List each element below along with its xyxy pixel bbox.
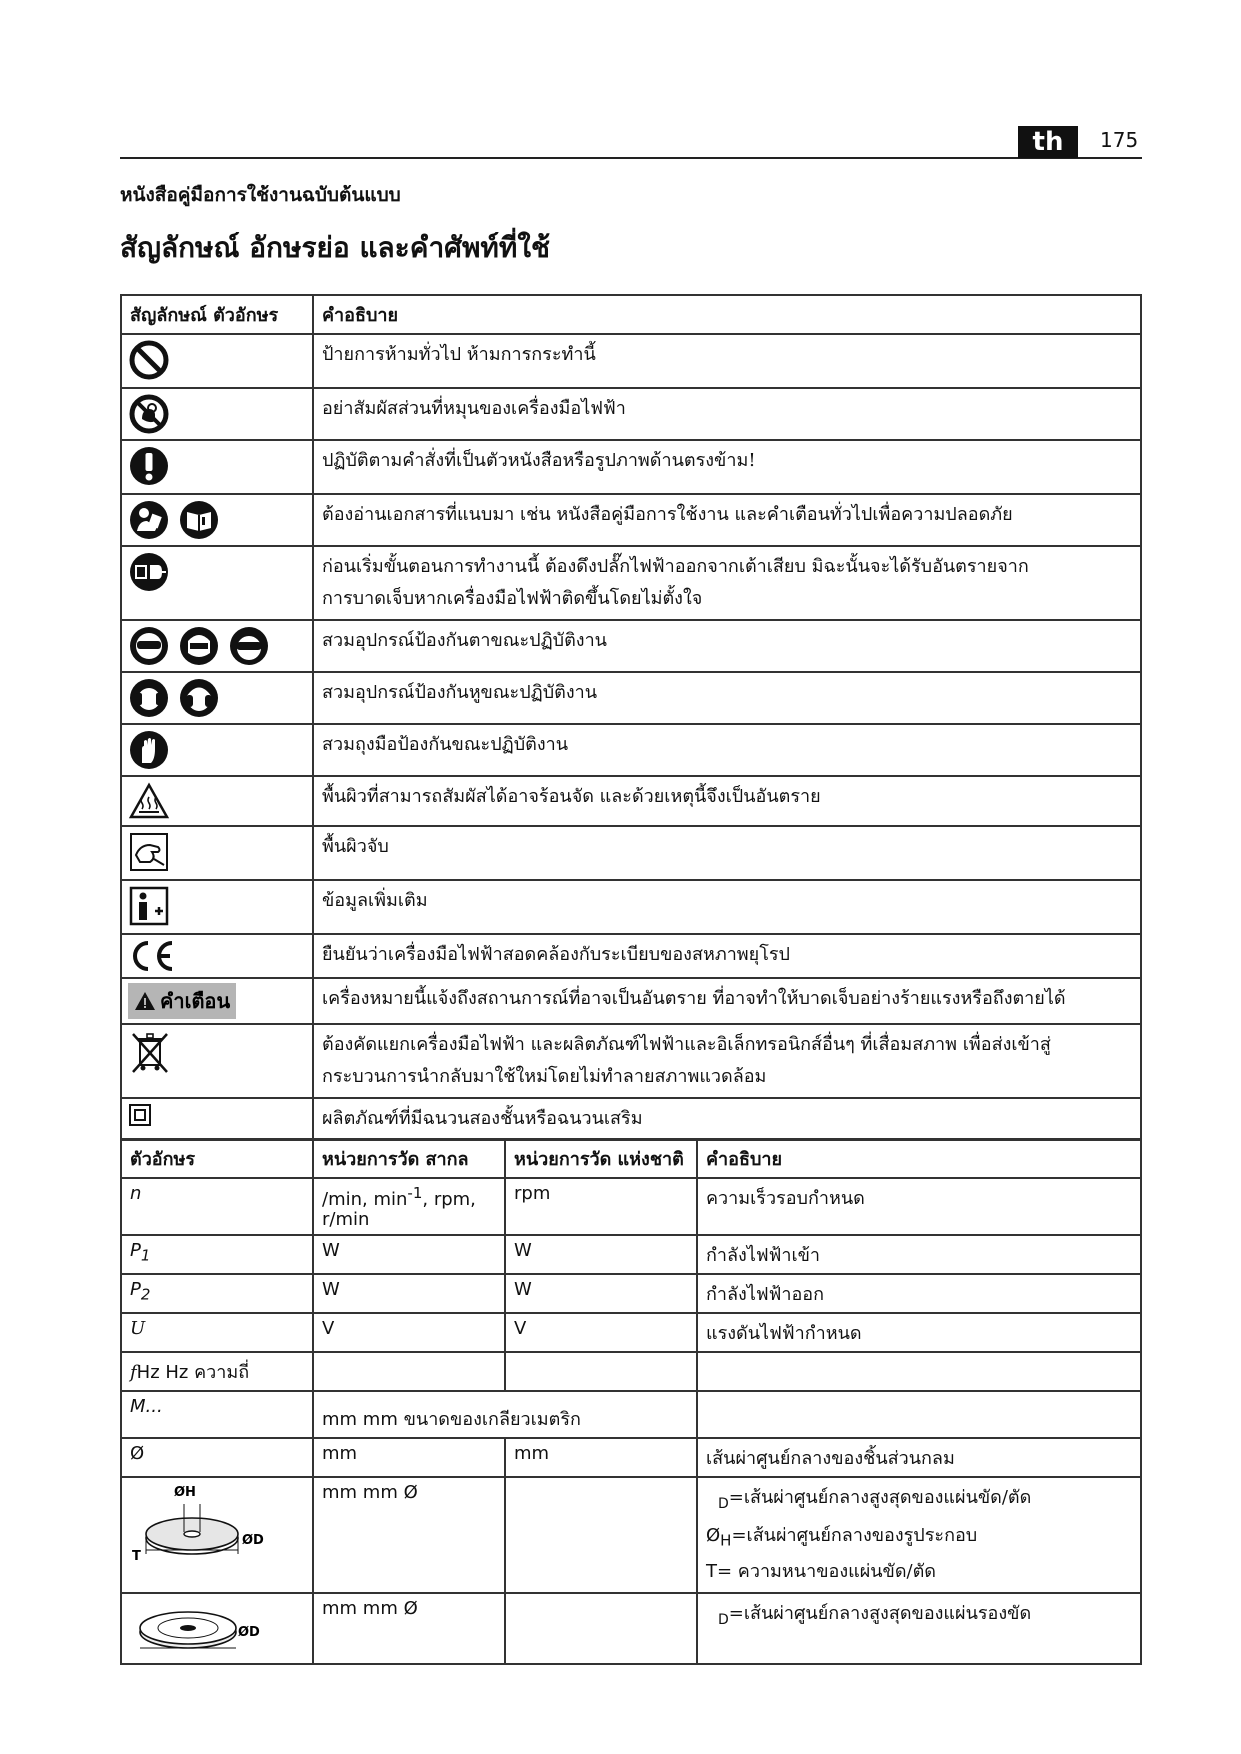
- unit-symbol: n: [121, 1178, 313, 1235]
- row-desc-cont: กระบวนการนำกลับมาใช้ใหม่โดยไม่ทำลายสภาพแวดล้อม: [322, 1066, 767, 1087]
- row-desc: อย่าสัมผัสส่วนที่หมุนของเครื่องมือไฟฟ้า: [313, 388, 1141, 440]
- unit-national: V: [505, 1313, 697, 1352]
- table-row: [121, 1593, 1141, 1664]
- col-desc-header: คำอธิบาย: [697, 1139, 1141, 1178]
- unit-symbol: U: [121, 1313, 313, 1352]
- row-desc: ต้องอ่านเอกสารที่แนบมา เช่น หนังสือคู่มือการใช้งาน และคำเตือนทั่วไปเพื่อความปลอดภัย: [313, 494, 1141, 546]
- row-desc: ปฏิบัติตามคำสั่งที่เป็นตัวหนังสือหรือรูปภาพด้านตรงข้าม!: [313, 440, 1141, 494]
- unit-intl: W: [313, 1235, 505, 1274]
- col-symbol-header: สัญลักษณ์ ตัวอักษร: [121, 295, 313, 334]
- unit-desc: กำลังไฟฟ้าออก: [697, 1274, 1141, 1313]
- read-manual-icon: [128, 499, 170, 541]
- ear-protection-icon: [128, 677, 170, 719]
- backing-pad-icon: [130, 1598, 280, 1654]
- label-od: ØD: [242, 1533, 264, 1548]
- table-row: [121, 1274, 1141, 1313]
- prohibition-icon: [128, 339, 170, 381]
- ce-mark-icon: [128, 939, 176, 973]
- row-desc: สวมอุปกรณ์ป้องกันตาขณะปฏิบัติงาน: [313, 620, 1141, 672]
- unit-intl: mm mm Ø: [313, 1593, 505, 1664]
- table-row: [121, 546, 1141, 620]
- unit-symbol: fHz Hz ความถี่: [121, 1352, 313, 1391]
- warning-triangle-icon: [134, 991, 156, 1011]
- row-desc: ก่อนเริ่มขั้นตอนการทำงานนี้ ต้องดึงปลั๊กไฟฟ้าออกจากเต้าเสียบ มิฉะนั้นจะได้รับอันตรายจาก: [322, 556, 1029, 577]
- weee-bin-icon: [128, 1029, 172, 1077]
- symbols-header-row: [121, 295, 1141, 334]
- unit-national: rpm: [505, 1178, 697, 1235]
- row-desc: สวมถุงมือป้องกันขณะปฏิบัติงาน: [313, 724, 1141, 776]
- grip-surface-icon: [128, 831, 170, 873]
- label-od: ØD: [238, 1625, 260, 1641]
- unit-intl: W: [313, 1274, 505, 1313]
- mandatory-exclamation-icon: [128, 445, 170, 487]
- col-desc-header: คำอธิบาย: [313, 295, 1141, 334]
- col-symbol-header: ตัวอักษร: [121, 1139, 313, 1178]
- units-table: [120, 1138, 1142, 1665]
- no-touch-rotating-icon: [128, 393, 170, 435]
- header-rule: [120, 157, 1142, 159]
- table-row: [121, 620, 1141, 672]
- table-row: [121, 672, 1141, 724]
- label-t: T: [132, 1549, 141, 1564]
- language-tab: th: [1018, 126, 1078, 158]
- row-desc: ข้อมูลเพิ่มเติม: [313, 880, 1141, 934]
- unit-desc: ความเร็วรอบกำหนด: [697, 1178, 1141, 1235]
- col-intl-header: หน่วยการวัด สากล: [313, 1139, 505, 1178]
- table-row: [121, 440, 1141, 494]
- unit-national: W: [505, 1274, 697, 1313]
- table-row: [121, 724, 1141, 776]
- table-row: [121, 1313, 1141, 1352]
- table-row: [121, 934, 1141, 978]
- table-row: [121, 1098, 1141, 1140]
- label-oh: ØH: [174, 1485, 196, 1500]
- unit-intl: mm mm ขนาดของเกลียวเมตริก: [313, 1391, 697, 1438]
- unit-intl: /min, $\min^{-1}$, rpm, r/min: [313, 1178, 505, 1235]
- document-subtitle: หนังสือคู่มือการใช้งานฉบับต้นแบบ: [120, 184, 401, 206]
- row-desc: ป้ายการห้ามทั่วไป ห้ามการกระทำนี้: [313, 334, 1141, 388]
- row-desc: เครื่องหมายนี้แจ้งถึงสถานการณ์ที่อาจเป็นอันตราย ที่อาจทำให้บาดเจ็บอย่างร้ายแรงหรือถึงตายได้: [313, 978, 1141, 1024]
- page-title: สัญลักษณ์ อักษรย่อ และคำศัพท์ที่ใช้: [120, 231, 550, 264]
- ear-muffs-icon: [178, 677, 220, 719]
- unit-desc: แรงดันไฟฟ้ากำหนด: [697, 1313, 1141, 1352]
- hot-surface-icon: [128, 781, 170, 821]
- table-row: [121, 388, 1141, 440]
- info-plus-icon: [128, 885, 170, 927]
- table-row: [121, 1024, 1141, 1098]
- unit-desc: $_D$=เส้นผ่าศูนย์กลางสูงสุดของแผ่นรองขัด: [697, 1593, 1141, 1664]
- table-row: [121, 334, 1141, 388]
- table-row: [121, 826, 1141, 880]
- unit-symbol: [121, 1593, 313, 1664]
- unit-symbol: Ø: [121, 1438, 313, 1477]
- table-row: [121, 1352, 1141, 1391]
- goggles-icon: [228, 625, 270, 667]
- unit-desc: เส้นผ่าศูนย์กลางของชิ้นส่วนกลม: [697, 1438, 1141, 1477]
- table-row: [121, 1391, 1141, 1438]
- unit-symbol: $P_1$: [121, 1235, 313, 1274]
- table-row: [121, 776, 1141, 826]
- table-row: [121, 494, 1141, 546]
- symbols-table: [120, 294, 1142, 1141]
- units-header-row: [121, 1139, 1141, 1178]
- unit-intl: mm: [313, 1438, 505, 1477]
- row-desc: ต้องคัดแยกเครื่องมือไฟฟ้า และผลิตภัณฑ์ไฟฟ้าและอิเล็กทรอนิกส์อื่นๆ ที่เสื่อมสภาพ เพื่อส่งเข้าสู่: [322, 1034, 1051, 1055]
- unit-symbol: M...: [121, 1391, 313, 1438]
- unit-intl: mm mm Ø: [313, 1477, 505, 1593]
- table-row: [121, 978, 1141, 1024]
- table-row: [121, 880, 1141, 934]
- disc-dimension-icon: [130, 1482, 280, 1570]
- unit-symbol: $P_2$: [121, 1274, 313, 1313]
- col-national-header: หน่วยการวัด แห่งชาติ: [505, 1139, 697, 1178]
- row-desc-cont: การบาดเจ็บหากเครื่องมือไฟฟ้าติดขึ้นโดยไม่ตั้งใจ: [322, 588, 703, 609]
- unit-symbol: [121, 1477, 313, 1593]
- unit-national: W: [505, 1235, 697, 1274]
- table-row: [121, 1477, 1141, 1593]
- unit-national: mm: [505, 1438, 697, 1477]
- table-row: [121, 1438, 1141, 1477]
- book-info-icon: [178, 499, 220, 541]
- warning-label-text: คำเตือน: [160, 989, 231, 1013]
- unplug-icon: [128, 551, 170, 593]
- row-desc: พื้นผิวที่สามารถสัมผัสได้อาจร้อนจัด และด้วยเหตุนี้จึงเป็นอันตราย: [313, 776, 1141, 826]
- row-desc: ผลิตภัณฑ์ที่มีฉนวนสองชั้นหรือฉนวนเสริม: [313, 1098, 1141, 1140]
- table-row: [121, 1178, 1141, 1235]
- unit-desc: กำลังไฟฟ้าเข้า: [697, 1235, 1141, 1274]
- double-insulation-icon: [128, 1103, 152, 1127]
- gloves-icon: [128, 729, 170, 771]
- warning-label: [128, 983, 236, 1019]
- row-desc: พื้นผิวจับ: [313, 826, 1141, 880]
- unit-desc: $_D$=เส้นผ่าศูนย์กลางสูงสุดของแผ่นขัด/ตัด $Ø_H=$เส้นผ่าศูนย์กลางของรูประกอบ T= ความหนาของแผ่นขัด/ตัด: [697, 1477, 1141, 1593]
- page-number: 175: [1100, 128, 1139, 152]
- row-desc: สวมอุปกรณ์ป้องกันหูขณะปฏิบัติงาน: [313, 672, 1141, 724]
- unit-intl: V: [313, 1313, 505, 1352]
- face-shield-icon: [178, 625, 220, 667]
- eye-protection-icon: [128, 625, 170, 667]
- row-desc: ยืนยันว่าเครื่องมือไฟฟ้าสอดคล้องกับระเบียบของสหภาพยุโรป: [313, 934, 1141, 978]
- table-row: [121, 1235, 1141, 1274]
